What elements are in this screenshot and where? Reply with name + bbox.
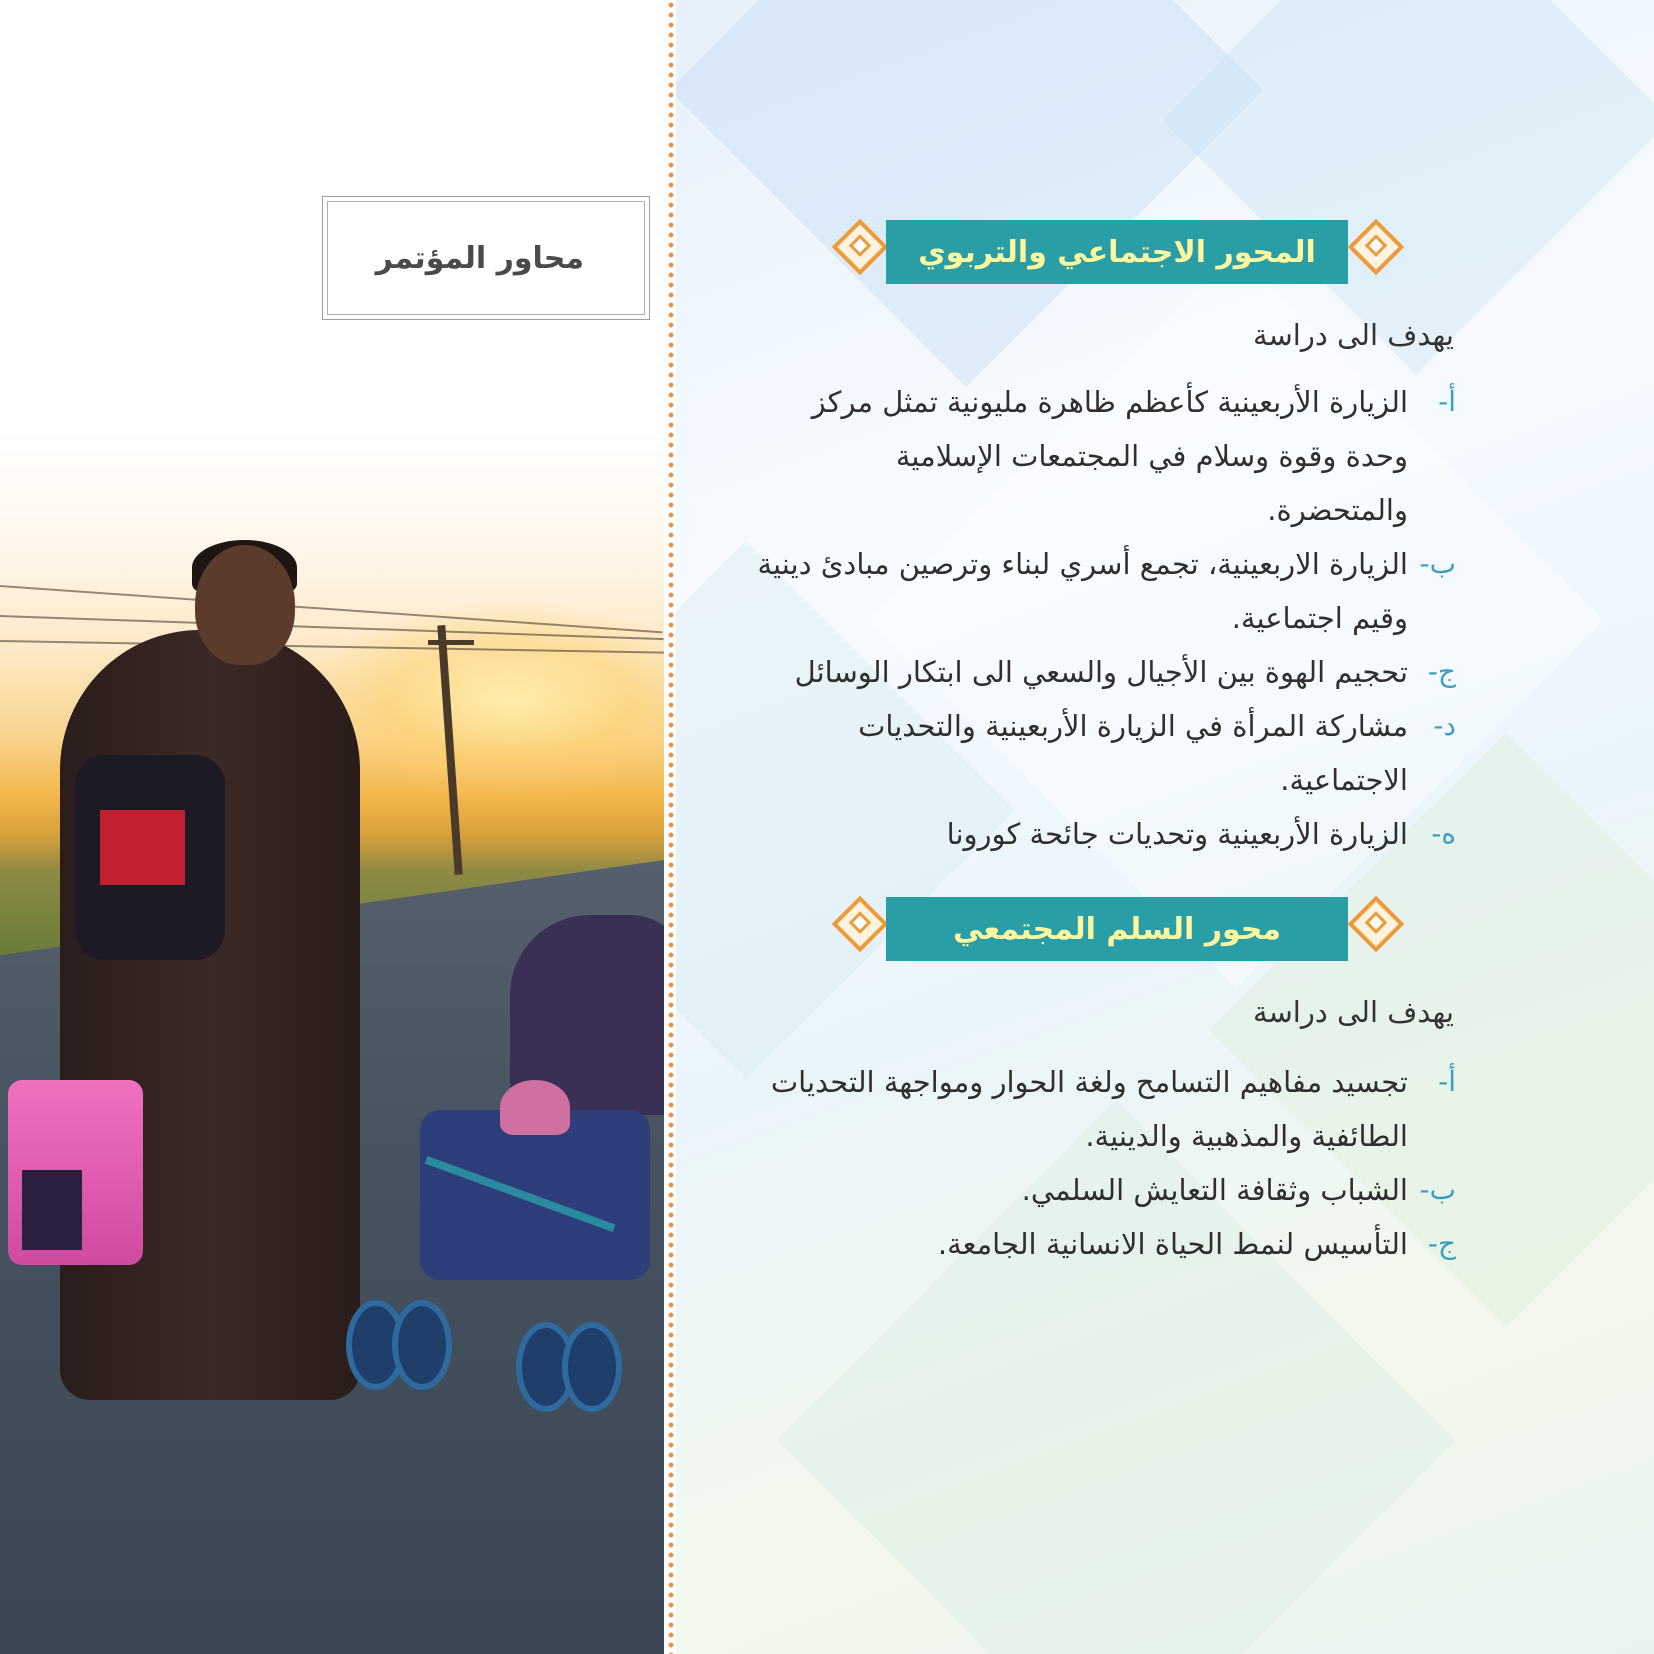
page-title: محاور المؤتمر: [375, 240, 584, 276]
title-frame: [322, 196, 650, 320]
pilgrim-figure: [60, 630, 360, 1400]
item-text: الشباب وثقافة التعايش السلمي.: [1021, 1173, 1408, 1207]
baby-hat: [500, 1080, 570, 1135]
section-heading: المحور الاجتماعي والتربوي: [918, 234, 1316, 270]
item-marker: ج-: [1427, 1227, 1456, 1260]
right-panel: [676, 0, 1654, 1654]
list-item: [746, 1163, 1456, 1217]
objectives-list: [746, 375, 1456, 861]
item-text: تجسيد مفاهيم التسامح ولغة الحوار ومواجهة التحديات الطائفية والمذهبية والدينية.: [770, 1065, 1408, 1153]
objectives-list: [746, 1055, 1456, 1271]
diamond-ornament-icon: [832, 896, 889, 953]
item-marker: د-: [1433, 709, 1456, 742]
list-item: [746, 645, 1456, 699]
left-panel: [0, 0, 664, 1654]
pilgrim-head: [195, 545, 295, 665]
stroller-wheel: [562, 1322, 622, 1412]
dotted-separator: [668, 0, 674, 1654]
item-marker: ب-: [1419, 1173, 1456, 1206]
diamond-ornament-icon: [832, 219, 889, 276]
list-item: [746, 699, 1456, 807]
list-item: [746, 537, 1456, 645]
list-item: [746, 807, 1456, 861]
bag-panel: [22, 1170, 82, 1250]
item-text: تحجيم الهوة بين الأجيال والسعي الى ابتكار الوسائل: [794, 655, 1408, 689]
title-frame-inner: [327, 201, 645, 315]
item-marker: أ-: [1438, 1065, 1456, 1098]
item-marker: ه-: [1431, 817, 1456, 850]
section-heading-bar: [886, 220, 1348, 284]
section-heading: محور السلم المجتمعي: [953, 911, 1281, 947]
item-text: الزيارة الأربعينية وتحديات جائحة كورونا: [946, 817, 1408, 851]
diamond-ornament-icon: [1348, 219, 1405, 276]
list-item: [746, 375, 1456, 537]
section-banner: [840, 220, 1410, 284]
red-flag-patch: [100, 810, 185, 885]
stroller-wheel: [392, 1300, 452, 1390]
list-item: [746, 1217, 1456, 1271]
item-text: التأسيس لنمط الحياة الانسانية الجامعة.: [937, 1227, 1408, 1261]
section-intro: يهدف الى دراسة: [1252, 318, 1454, 352]
utility-pole-crossbar: [428, 640, 474, 645]
section-intro: يهدف الى دراسة: [1252, 995, 1454, 1029]
diamond-ornament-icon: [1348, 896, 1405, 953]
item-marker: ج-: [1427, 655, 1456, 688]
section-banner: [840, 897, 1410, 961]
item-marker: أ-: [1438, 385, 1456, 418]
list-item: [746, 1055, 1456, 1163]
item-text: الزيارة الاربعينية، تجمع أسري لبناء وترصين مبادئ دينية وقيم اجتماعية.: [757, 547, 1408, 635]
section-heading-bar: [886, 897, 1348, 961]
item-text: مشاركة المرأة في الزيارة الأربعينية والتحديات الاجتماعية.: [858, 709, 1408, 797]
item-marker: ب-: [1419, 547, 1456, 580]
item-text: الزيارة الأربعينية كأعظم ظاهرة مليونية تمثل مركز وحدة وقوة وسلام في المجتمعات الإسلامية والمتحضرة.: [811, 385, 1408, 527]
